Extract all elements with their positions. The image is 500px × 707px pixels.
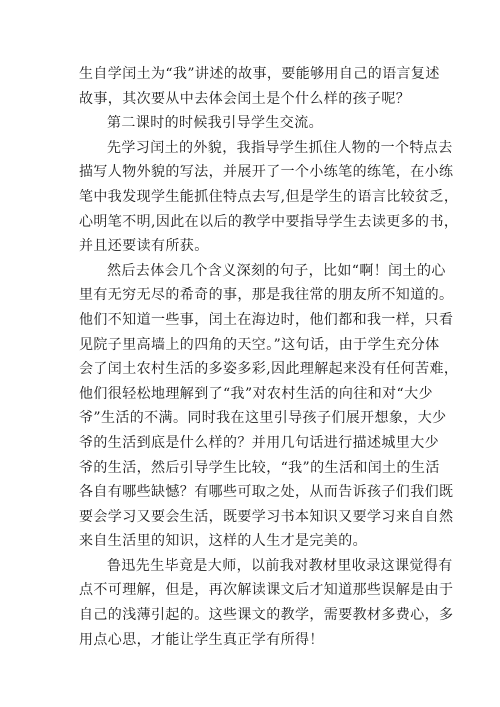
text-line: 来自生活里的知识，这样的人生才是完美的。 [79, 533, 367, 550]
text-line: 他们很轻松地理解到了“我”对农村生活的向往和对“大少 [79, 385, 433, 402]
text-line: 里有无穷无尽的希奇的事，那是我往常的朋友所不知道的。 [79, 287, 454, 304]
text-line: 他们不知道一些事，闰土在海边时，他们都和我一样，只看 [79, 311, 454, 328]
text-line: 点不可理解，但是，再次解读课文后才知道那些误解是由于 [79, 582, 454, 599]
text-line: 故事，其次要从中去体会闰土是个什么样的孩子呢？ [79, 90, 411, 107]
text-line: 自己的浅薄引起的。这些课文的教学，需要教材多费心，多 [79, 607, 454, 624]
text-line: 并且还要读有所获。 [79, 238, 209, 255]
text-line: 见院子里高墙上的四角的天空。”这句话，由于学生充分体 [79, 336, 440, 353]
text-line: 描写人物外貌的写法，并展开了一个小练笔的练笔，在小练 [79, 164, 454, 181]
text-line: 笔中我发现学生能抓住特点去写,但是学生的语言比较贫乏， [79, 188, 459, 205]
text-line: 鲁迅先生毕竟是大师，以前我对教材里收录这课觉得有 [107, 557, 453, 574]
text-line: 爷的生活，然后引导学生比较，“我”的生活和闰土的生活 [79, 459, 440, 476]
text-line: 先学习闰土的外貌，我指导学生抓住人物的一个特点去 [107, 139, 453, 156]
text-line: 各自有哪些缺憾？有哪些可取之处，从而告诉孩子们我们既 [79, 484, 454, 501]
text-line: 会了闰土农村生活的多姿多彩,因此理解起来没有任何苦难， [79, 361, 459, 378]
text-line: 爷的生活到底是什么样的？并用几句话进行描述城里大少 [79, 434, 439, 451]
text-line: 爷”生活的不满。同时我在这里引导孩子们展开想象，大少 [79, 410, 447, 427]
text-line: 用点心思，才能让学生真正学有所得！ [79, 631, 324, 648]
text-line: 要会学习又要会生活，既要学习书本知识又要学习来自自然 [79, 508, 454, 525]
text-line: 心明笔不明,因此在以后的教学中要指导学生去读更多的书， [79, 213, 459, 230]
text-line: 生自学闰土为“我”讲述的故事，要能够用自己的语言复述 [79, 66, 440, 82]
document-body [79, 62, 459, 652]
text-line: 然后去体会几个含义深刻的句子，比如“啊！闰土的心 [107, 262, 446, 279]
text-line: 第二课时的时候我引导学生交流。 [107, 115, 323, 132]
